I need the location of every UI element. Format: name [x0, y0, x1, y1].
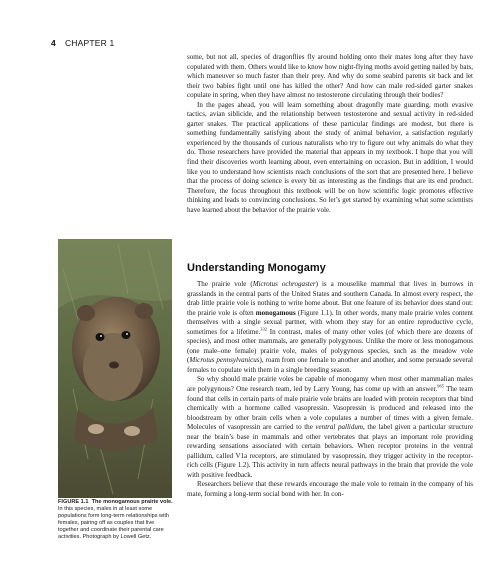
monogamy-paragraph-3: Researchers believe that these rewards encourage the male vole to remain in the company of his mate, forming a long-term social bond with her. In con- [187, 480, 473, 499]
intro-text [187, 53, 473, 215]
section-body [187, 280, 473, 500]
figure-text: In this species, males in at least some populations form long-term relationships with females, pairing off as couples that live together and coordinate their parental care activities. Photograph by Lowell Getz. [58, 506, 169, 541]
page-number: 4 [51, 38, 56, 48]
prairie-vole-photo [58, 239, 172, 498]
intro-paragraph-2: In the pages ahead, you will learn something about dragonfly mate guarding, moth evasive tactics, avian siblicide, and the relationship between testosterone and sexual activity in red-sided garter snakes. The practical applications of these particular findings are modest, but there is something fundamentally satisfying about the study of animal behavior, a satisfaction regularly experienced by the thousands of curious naturalists who try to figure out why animals do what they do. Those researchers have provided the material that appears in my textbook. I hope that you will find their discoveries worth learning about, even entertaining on occasion. But in addition, I would like you to understand how scientists reach conclusions of the sort that are presented here. I believe that the process of doing science is every bit as interesting as the findings that are its end product. Therefore, the focus throughout this textbook will be on how scientific logic promotes effective thinking and leads to convincing conclusions. So let’s get started by examining what some scientists have learned about the behavior of the prairie vole. [187, 100, 473, 214]
figure-caption [58, 499, 173, 542]
figure-label: FIGURE 1.1 [58, 499, 89, 505]
chapter-label: CHAPTER 1 [64, 38, 115, 48]
page-header [51, 38, 114, 48]
monogamy-paragraph-1: The prairie vole (Microtus ochrogaster) is a mouselike mammal that lives in burrows in grasslands in the central parts of the United States and southern Canada. In almost every respect, the drab little prairie vole is nothing to write home about. But one feature of its behavior does stand out: the prairie vole is often monogamous (Figure 1.1). In other words, many male prairie voles content themselves with a single sexual partner, with whom they stay for an entire reproductive cycle, sometimes for a lifetime.$^{332}$ In contrast, males of many other voles (of which there are dozens of species), and most other mammals, are generally polygynous. Unlike the more or less monogamous (one male–one female) prairie vole, males of polygynous species, such as the meadow vole (Microtus pennsylvanicus), roam from one female to another and another, and some persuade several females to copulate with them in a single breeding season. [187, 280, 473, 374]
intro-paragraph-1: some, but not all, species of dragonflies fly around holding onto their mates long after they have copulated with them. Others would like to know how night-flying moths avoid getting nailed by bats, which maneuver so much faster than their prey. And why do some seabird parents sit back and let their two babies fight until one has killed the other? And how can male red-sided garter snakes copulate in spring, when they have almost no testosterone circulating through their bodies? [187, 53, 473, 100]
section-heading: Understanding Monogamy [187, 262, 326, 274]
monogamy-paragraph-2: So why should male prairie voles be capable of monogamy when most other mammalian males are polygynous? One research team, led by Larry Young, has come up with an answer.$^{965}$ The team found that cells in certain parts of male prairie vole brains are loaded with protein receptors that bind chemically with a hormone called vasopressin. Vasopressin is produced and released into the bloodstream by other brain cells when a vole copulates a number of times with a given female. Molecules of vasopressin are carried to the ventral pallidum, the label given a particular structure near the brain’s base in mammals and other vertebrates that plays an important role providing rewarding sensations associated with certain behaviors. When receptor proteins in the ventral pallidum, called V1a receptors, are stimulated by vasopressin, they trigger activity in the receptor-rich cells (Figure 1.2). This activity in turn affects neural pathways in the brain that provide the vole with positive feedback. [187, 375, 474, 479]
figure-title: The monogamous prairie vole. [91, 499, 173, 505]
